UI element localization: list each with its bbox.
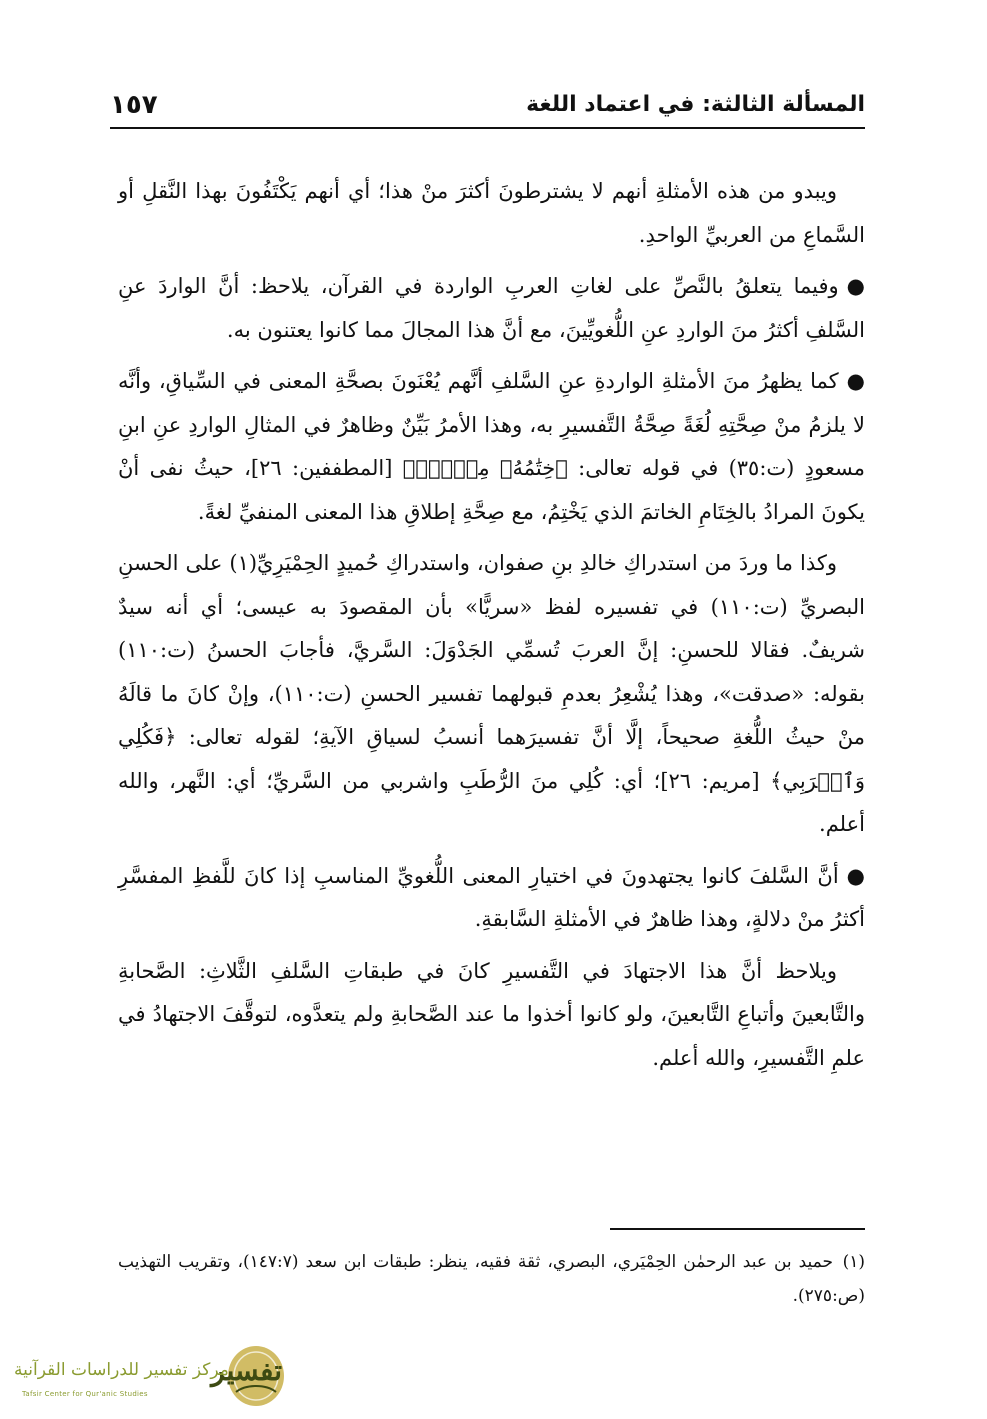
paragraph-3: [118, 360, 865, 534]
main-text: [118, 170, 865, 1080]
logo-english-name: Tafsir Center for Qur'anic Studies: [22, 1390, 148, 1398]
publisher-logo: [8, 1340, 286, 1412]
footnote-1: [118, 1245, 865, 1313]
paragraph-2: [118, 265, 865, 352]
footnote-marker: (١): [842, 1252, 865, 1272]
footnotes: [118, 1245, 865, 1313]
paragraph-6: ويلاحظ أنَّ هذا الاجتهادَ في التَّفسيرِ كانَ في طبقاتِ السَّلفِ الثَّلاثِ: الصَّحابةِ والتَّابعينَ وأتباعِ التَّابعينَ، ولو كانوا أخذوا ما عند الصَّحابةِ ولم يتعدَّوه، لتوقَّفَ الاجتهادُ في علمِ التَّفسيرِ، والله أعلم.: [118, 958, 865, 1070]
bullet-icon: ●: [846, 863, 865, 888]
logo-arabic-name: مركز تفسير للدراسات القرآنية: [14, 1360, 229, 1380]
paragraph-4: وكذا ما وردَ من استدراكِ خالدِ بنِ صفوان، واستدراكِ حُميدٍ الحِمْيَرِيِّ(١) على الحسنِ البصريِّ (ت:١١٠) في تفسيره لفظ «سريًّا» بأن المقصودَ به عيسى؛ أي أنه سيدٌ شريفٌ. فقالا للحسنِ: إنَّ العربَ تُسمِّي الجَدْوَلَ: السَّريَّ، فأجابَ الحسنُ (ت:١١٠) بقوله: «صدقت»، وهذا يُشْعِرُ بعدمِ قبولهما تفسير الحسنِ (ت:١١٠)، وإنْ كانَ ما قالَهُ منْ حيثُ اللُّغةِ صحيحاً، إلَّا أنَّ تفسيرَهما أنسبُ لسياقِ الآيةِ؛ لقوله تعالى: ﴿فَكُلِي وَٱشۡرَبِي﴾ [مريم: ٢٦]؛ أي: كُلِي منَ الرُّطَبِ واشربي من السَّريِّ؛ أي: النَّهر، والله أعلم.: [118, 551, 865, 836]
chapter-title: المسألة الثالثة: في اعتماد اللغة: [526, 92, 865, 117]
logo-emblem-word: تفسير: [211, 1354, 282, 1387]
footnote-text: حميد بن عبد الرحمٰن الحِمْيَري، البصري، ثقة فقيه، ينظر: طبقات ابن سعد (١٤٧:٧)، وتقريب التهذيب (ص:٢٧٥).: [118, 1252, 865, 1306]
paragraph-3-text: كما يظهرُ منَ الأمثلةِ الواردةِ عنِ السَّلفِ أنَّهم يُعْنَونَ بصحَّةِ المعنى في السِّياقِ، وأنَّه لا يلزمُ منْ صِحَّتِهِ لُغَةً صِحَّةُ التَّفسيرِ به، وهذا الأمرُ بَيِّنٌ وظاهرٌ في المثالِ الواردِ عنِ ابنِ مسعودٍ (ت:٣٥) في قوله تعالى: ﴿خِتَٰمُهُۥ مِسۡكٞۚ﴾ [المطففين: ٢٦]، حيثُ نفى أنْ يكونَ المرادُ بالخِتَامِ الخاتمَ الذي يَخْتِمُ، مع صِحَّةِ إطلاقِ هذا المعنى المنفيِّ لغةً.: [118, 369, 865, 524]
paragraph-1: ويبدو من هذه الأمثلةِ أنهم لا يشترطونَ أكثرَ منْ هذا؛ أي أنهم يَكْتَفُونَ بهذا النَّقلِ أو السَّماعِ من العربيِّ الواحدِ.: [118, 179, 865, 247]
paragraph-5-text: أنَّ السَّلفَ كانوا يجتهدونَ في اختيارِ المعنى اللُّغويِّ المناسبِ إذا كانَ للَّفظِ المفسَّرِ أكثرُ منْ دلالةٍ، وهذا ظاهرٌ في الأمثلةِ السَّابقةِ.: [118, 863, 865, 931]
page-number: ١٥٧: [110, 90, 158, 120]
bullet-icon: ●: [846, 274, 865, 298]
running-header: [110, 88, 865, 128]
header-divider: [110, 127, 865, 129]
footnote-divider: [610, 1228, 865, 1230]
paragraph-5: [118, 855, 865, 942]
paragraph-2-text: وفيما يتعلقُ بالنَّصِّ على لغاتِ العربِ الواردة في القرآن، يلاحظ: أنَّ الواردَ عنِ السَّلفِ أكثرُ منَ الواردِ عنِ اللُّغويِّينَ، مع أنَّ هذا المجالَ مما كانوا يعتنون به.: [118, 274, 865, 342]
bullet-icon: ●: [846, 369, 865, 393]
